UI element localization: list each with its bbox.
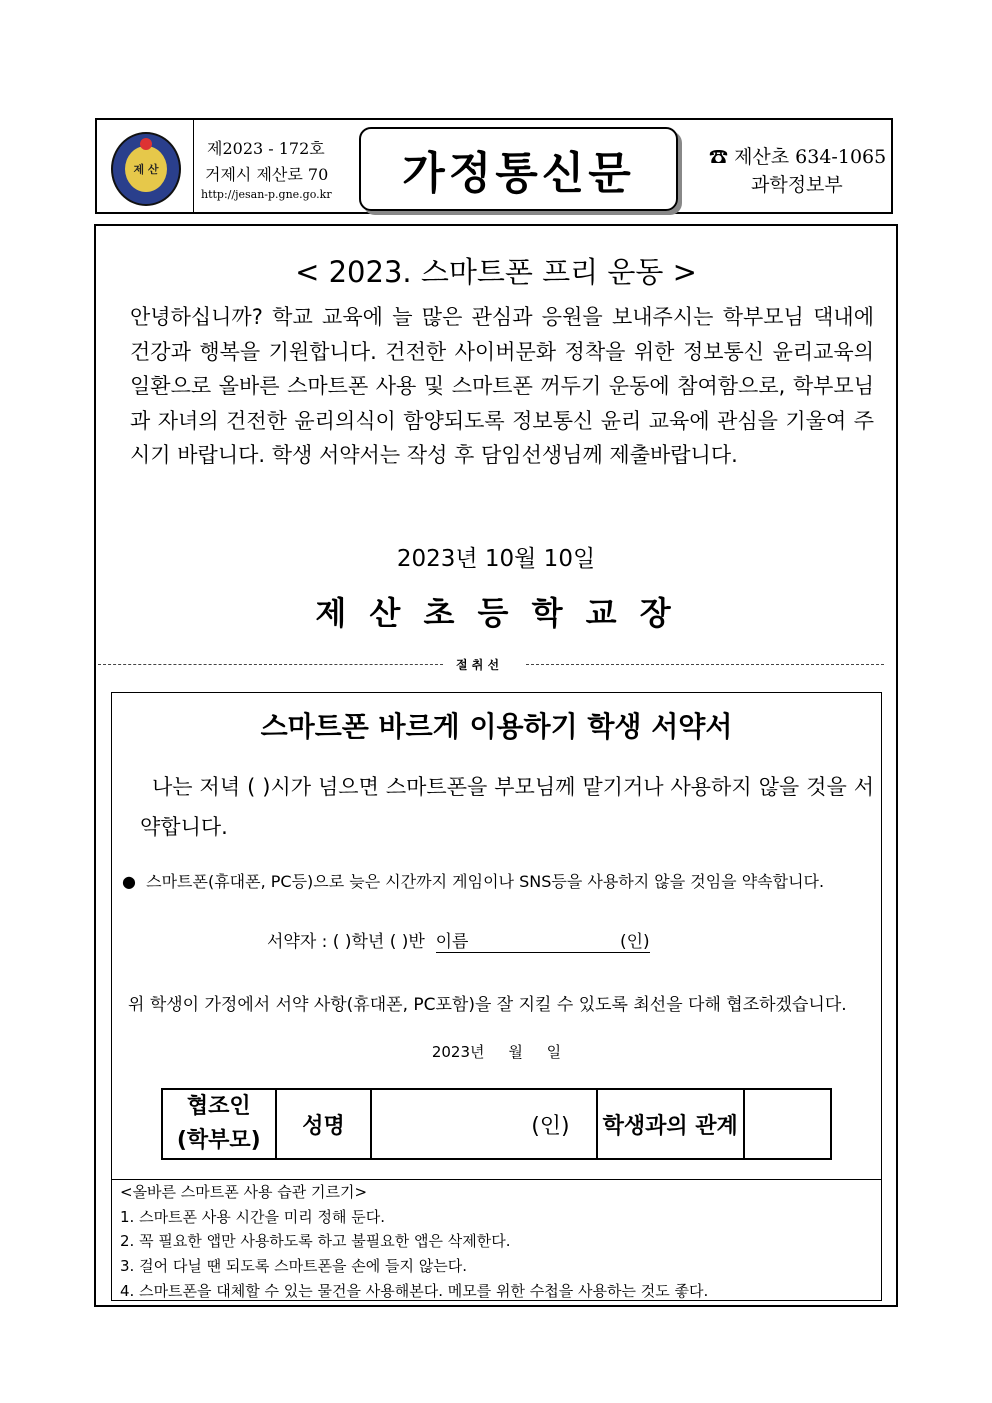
bullet-icon: ● xyxy=(122,872,147,891)
parent-name-field[interactable] xyxy=(371,1089,596,1159)
notice-body: 안녕하십니까? 학교 교육에 늘 많은 관심과 응원을 보내주시는 학부모님 댁내에 건강과 행복을 기원합니다. 건전한 사이버문화 정착을 위한 정보통신 윤리교육의 일환으로 올바른 스마트폰 사용 및 스마트폰 꺼두기 운동에 참여함으로, 학부모님과 자녀의 건전한 윤리의식이 함양되도록 정보통신 윤리 교육에 관심을 기울여 주시기 바랍니다. 학생 서약서는 작성 후 담임선생님께 제출바랍니다. xyxy=(130,305,874,467)
school-address: 거제시 제산로 70 xyxy=(205,165,329,184)
cut-line-label: 절 취 선 xyxy=(456,658,500,672)
phone-number: 제산초 634-1065 xyxy=(734,146,887,168)
cut-line xyxy=(98,656,884,672)
pledge-title: 스마트폰 바르게 이용하기 학생 서약서 xyxy=(260,710,733,743)
tip-item: 2. 꼭 필요한 앱만 사용하도록 하고 불필요한 앱은 삭제한다. xyxy=(120,1232,511,1250)
pledge-date[interactable]: 2023년 월 일 xyxy=(431,1043,562,1061)
relation-field[interactable] xyxy=(744,1089,831,1159)
parent-signature-table xyxy=(161,1088,832,1160)
parent-seal: (인) xyxy=(531,1113,570,1139)
issue-number: 제2023 - 172호 xyxy=(207,139,325,158)
tips-divider xyxy=(112,1179,881,1180)
document-title: 가정통신문 xyxy=(359,127,678,211)
parent-agreement: 위 학생이 가정에서 서약 사항(휴대폰, PC포함)을 잘 지킬 수 있도록 최선을 다해 협조하겠습니다. xyxy=(128,995,847,1015)
school-logo xyxy=(111,132,181,206)
pledge-bullet: 스마트폰(휴대폰, PC등)으로 늦은 시간까지 게임이나 SNS등을 사용하지 않을 것임을 약속합니다. xyxy=(146,872,825,891)
notice-title: < 2023. 스마트폰 프리 운동 > xyxy=(295,255,697,289)
tips-title: <올바른 스마트폰 사용 습관 기르기> xyxy=(120,1183,368,1201)
tip-item: 4. 스마트폰을 대체할 수 있는 물건을 사용해본다. 메모를 위한 수첩을 사용하는 것도 좋다. xyxy=(120,1282,709,1300)
department: 과학정보부 xyxy=(751,174,843,196)
tip-item: 1. 스마트폰 사용 시간을 미리 정해 둔다. xyxy=(120,1208,386,1226)
name-label: 이름 xyxy=(435,932,469,952)
pledge-form xyxy=(111,692,882,1301)
notice-date: 2023년 10월 10일 xyxy=(396,546,596,572)
signer-class-field[interactable]: 서약자 : ( )학년 ( )반 xyxy=(267,932,425,952)
letterhead xyxy=(95,118,893,214)
principal-signature: 제 산 초 등 학 교 장 xyxy=(315,594,677,632)
cooperator-label: 협조인 xyxy=(186,1094,251,1119)
pledge-text: 나는 저녁 ( )시가 넘으면 스마트폰을 부모님께 맡기거나 사용하지 않을 것을 서약합니다. xyxy=(140,775,874,839)
seal-mark: (인) xyxy=(619,932,650,952)
logo-emblem-dot xyxy=(140,138,152,150)
cooperator-sub: (학부모) xyxy=(176,1128,261,1153)
logo-center: 제 산 xyxy=(125,146,167,192)
logo-cell xyxy=(97,120,194,214)
tip-item: 3. 걸어 다닐 땐 되도록 스마트폰을 손에 들지 않는다. xyxy=(120,1257,468,1275)
school-url[interactable]: http://jesan-p.gne.go.kr xyxy=(201,188,332,201)
name-header: 성명 xyxy=(276,1089,372,1159)
phone-icon: ☎ xyxy=(709,146,729,168)
relation-header: 학생과의 관계 xyxy=(597,1089,744,1159)
